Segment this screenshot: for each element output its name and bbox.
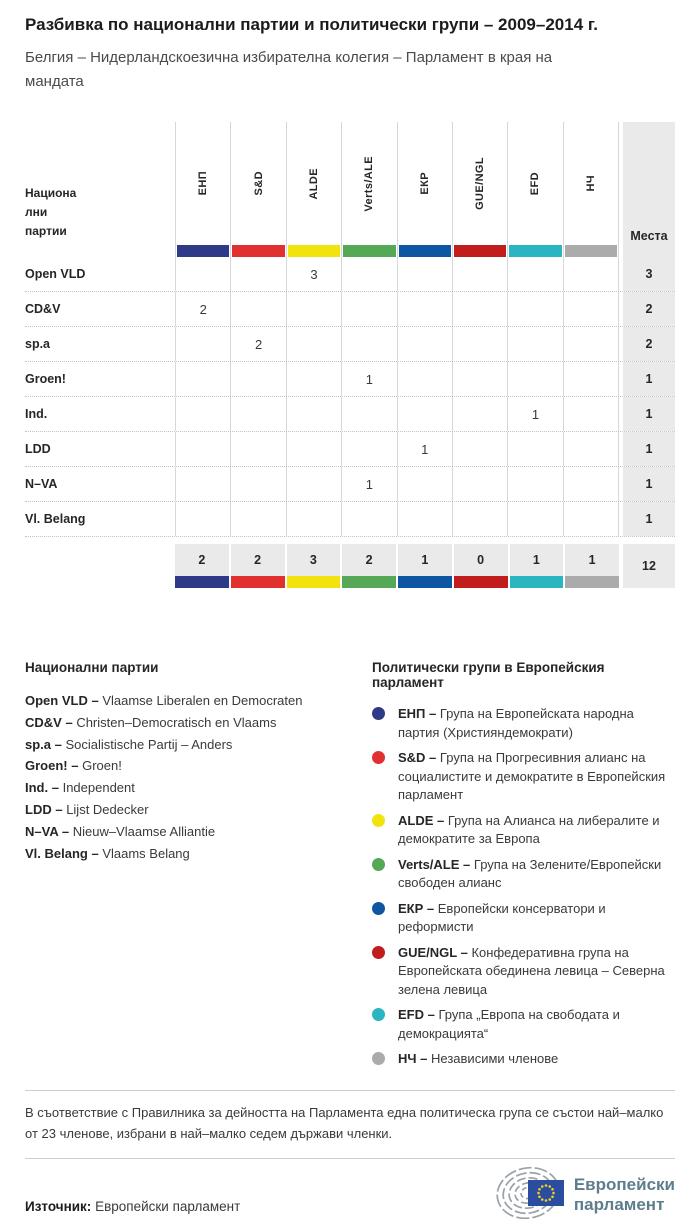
bottom-color-bar (175, 576, 619, 588)
seat-cell (341, 432, 396, 466)
row-header-line: Национа (25, 186, 77, 200)
group-total-cell: 1 (508, 544, 564, 576)
seat-cell (230, 292, 285, 326)
group-color-bar (175, 576, 229, 588)
group-color-bar (285, 576, 341, 588)
party-name: N–VA (25, 477, 58, 491)
party-name: sp.a (25, 337, 51, 351)
group-total-cell: 0 (452, 544, 508, 576)
footnote: В съответствие с Правилника за дейността на Парламента една политическа група се състои най–малко от 23 членове, избрани в най–малко седем държави членки. (25, 1090, 675, 1159)
legend-item: Open VLD – Vlaamse Liberalen en Democraten (25, 693, 303, 708)
legend-item: Groen! – Groen! (25, 758, 122, 774)
group-color-bar (452, 576, 508, 588)
seat-cell (286, 502, 341, 536)
group-total-cell: 1 (563, 544, 619, 576)
legend-section (25, 660, 675, 1076)
seat-cell (397, 467, 452, 501)
hemicycle-flag-icon (494, 1163, 566, 1228)
seat-cell (563, 292, 619, 326)
party-name: Vl. Belang (25, 512, 86, 526)
seat-cell (341, 502, 396, 536)
legend-item: Ind. – Independent (25, 780, 135, 796)
table-row (25, 432, 675, 467)
group-color-bar (399, 245, 451, 257)
seat-cell (175, 432, 230, 466)
political-groups-legend (372, 660, 675, 1076)
seat-cell (175, 257, 230, 291)
column-header-efd: EFD (507, 122, 562, 257)
seat-cell (507, 467, 562, 501)
seat-cell (397, 502, 452, 536)
group-color-bar (177, 245, 229, 257)
group-color-bar (232, 245, 284, 257)
seat-cell: 2 (175, 292, 230, 326)
group-color-bar (288, 245, 340, 257)
legend-item: CD&V – Christen–Democratisch en Vlaams (25, 714, 277, 730)
seat-cell (452, 502, 507, 536)
seat-cell: 1 (397, 432, 452, 466)
row-header-line: лни (25, 205, 48, 219)
seat-cell: 1 (341, 362, 396, 396)
group-color-bar (396, 576, 452, 588)
table-row (25, 362, 675, 397)
table-header (25, 122, 675, 257)
seat-cell (230, 467, 285, 501)
seat-cell (286, 397, 341, 431)
seat-cell (286, 362, 341, 396)
group-color-dot (372, 707, 385, 720)
seat-cell (397, 292, 452, 326)
total-seats-cell: 1 (623, 467, 675, 501)
seat-cell (563, 432, 619, 466)
group-color-bar (229, 576, 285, 588)
logo-wordmark: Европейски парламент (573, 1175, 675, 1214)
table-row (25, 467, 675, 502)
seat-cell (230, 362, 285, 396)
seat-cell (507, 292, 562, 326)
group-color-dot (372, 902, 385, 915)
column-header-verts-ale: Verts/ALE (341, 122, 396, 257)
seat-cell (452, 292, 507, 326)
group-total-cell: 2 (229, 544, 285, 576)
legend-item: N–VA – Nieuw–Vlaamse Alliantie (25, 823, 216, 839)
seat-cell (175, 502, 230, 536)
group-color-dot (372, 814, 385, 827)
seat-cell (341, 292, 396, 326)
seat-cell (452, 467, 507, 501)
row-header-label (25, 122, 175, 257)
seat-cell (286, 432, 341, 466)
table-row (25, 292, 675, 327)
legend-item: ЕНП – Група на Европейската народна партия (Християндемократи) (372, 705, 675, 742)
legend-item: GUE/NGL – Конфедеративна група на Европейската обединена левица – Северна зелена левица (372, 944, 675, 1000)
seat-cell (230, 432, 285, 466)
seat-cell (563, 502, 619, 536)
totals-cells (175, 544, 619, 576)
group-color-dot (372, 1008, 385, 1021)
group-total-cell: 1 (396, 544, 452, 576)
party-name: CD&V (25, 302, 61, 316)
column-header-seats: Места (623, 122, 675, 257)
group-color-bar (508, 576, 564, 588)
total-seats-cell: 1 (623, 397, 675, 431)
total-seats-cell: 2 (623, 327, 675, 361)
group-color-dot (372, 1052, 385, 1065)
total-seats-cell: 3 (623, 257, 675, 291)
seat-cell (397, 327, 452, 361)
total-seats-cell: 1 (623, 502, 675, 536)
seat-cell (452, 362, 507, 396)
column-header-sd: S&D (230, 122, 285, 257)
seat-cell (397, 362, 452, 396)
seats-table (25, 122, 675, 588)
group-color-dot (372, 751, 385, 764)
seat-cell (563, 397, 619, 431)
seat-cell: 3 (286, 257, 341, 291)
national-parties-legend (25, 660, 372, 1076)
source-row (25, 1163, 675, 1228)
seat-cell (230, 502, 285, 536)
seat-cell (286, 327, 341, 361)
seat-cell (230, 257, 285, 291)
group-color-bar (509, 245, 561, 257)
column-header-nch: НЧ (563, 122, 619, 257)
legend-heading: Национални партии (25, 660, 159, 675)
group-total-cell: 2 (175, 544, 229, 576)
seat-cell (507, 502, 562, 536)
group-color-dot (372, 858, 385, 871)
legend-heading: Политически групи в Европейския парламент (372, 660, 605, 690)
seat-cell (452, 432, 507, 466)
seat-cell (452, 397, 507, 431)
legend-item: S&D – Група на Прогресивния алианс на социалистите и демократите в Европейския парламент (372, 749, 675, 805)
seat-cell (507, 327, 562, 361)
group-total-cell: 3 (285, 544, 341, 576)
legend-item: ЕКР – Европейски консерватори и реформисти (372, 900, 675, 937)
seat-cell (563, 467, 619, 501)
legend-item: Verts/ALE – Група на Зелените/Европейски свободен алианс (372, 856, 675, 893)
column-header-gue-ngl: GUE/NGL (452, 122, 507, 257)
seat-cell (230, 397, 285, 431)
group-color-bar (563, 576, 619, 588)
legend-item: EFD – Група „Европа на свободата и демокрацията“ (372, 1006, 675, 1043)
seat-cell (175, 467, 230, 501)
column-header-alde: ALDE (286, 122, 341, 257)
grand-total-cell: 12 (623, 544, 675, 588)
seat-cell (397, 257, 452, 291)
page-subtitle: Белгия – Нидерландскоезична избирателна колегия – Парламент в края на мандата (25, 49, 553, 90)
seat-cell (175, 362, 230, 396)
seat-cell (397, 397, 452, 431)
legend-item: НЧ – Независими членове (372, 1050, 675, 1069)
seat-cell (341, 327, 396, 361)
table-row (25, 257, 675, 292)
seat-cell (563, 257, 619, 291)
group-color-dot (372, 946, 385, 959)
row-header-line: партии (25, 224, 67, 238)
group-color-bar (565, 245, 617, 257)
group-color-bar (343, 245, 395, 257)
seat-cell (507, 362, 562, 396)
group-color-bar (454, 245, 506, 257)
page-title: Разбивка по национални партии и политически групи – 2009–2014 г. (25, 15, 598, 34)
totals-row (25, 544, 675, 588)
party-name: Ind. (25, 407, 48, 421)
party-name: Open VLD (25, 267, 86, 281)
seat-cell (452, 257, 507, 291)
seat-cell (563, 362, 619, 396)
column-header-ekr: ЕКР (397, 122, 452, 257)
party-name: Groen! (25, 372, 66, 386)
source-text: Източник: Европейски парламент (25, 1198, 241, 1214)
legend-item: sp.a – Socialistische Partij – Anders (25, 736, 233, 752)
group-color-bar (340, 576, 396, 588)
party-name: LDD (25, 442, 51, 456)
totals-grid (175, 544, 619, 588)
seat-cell: 2 (230, 327, 285, 361)
legend-item: Vl. Belang – Vlaams Belang (25, 845, 190, 861)
seat-cell (286, 467, 341, 501)
total-seats-cell: 2 (623, 292, 675, 326)
seat-cell (175, 397, 230, 431)
column-header-enp: ЕНП (175, 122, 230, 257)
seat-cell (452, 327, 507, 361)
table-row (25, 397, 675, 432)
seat-cell (286, 292, 341, 326)
legend-item: ALDE – Група на Алианса на либералите и демократите за Европа (372, 812, 675, 849)
seat-cell (175, 327, 230, 361)
seat-cell: 1 (341, 467, 396, 501)
seat-cell: 1 (507, 397, 562, 431)
seat-cell (341, 257, 396, 291)
seat-cell (563, 327, 619, 361)
legend-item: LDD – Lijst Dedecker (25, 801, 149, 817)
group-total-cell: 2 (340, 544, 396, 576)
table-row (25, 502, 675, 537)
seat-cell (341, 397, 396, 431)
seat-cell (507, 432, 562, 466)
european-parliament-logo (494, 1163, 675, 1228)
seat-cell (507, 257, 562, 291)
total-seats-cell: 1 (623, 432, 675, 466)
table-row (25, 327, 675, 362)
total-seats-cell: 1 (623, 362, 675, 396)
totals-row-spacer (25, 544, 175, 588)
